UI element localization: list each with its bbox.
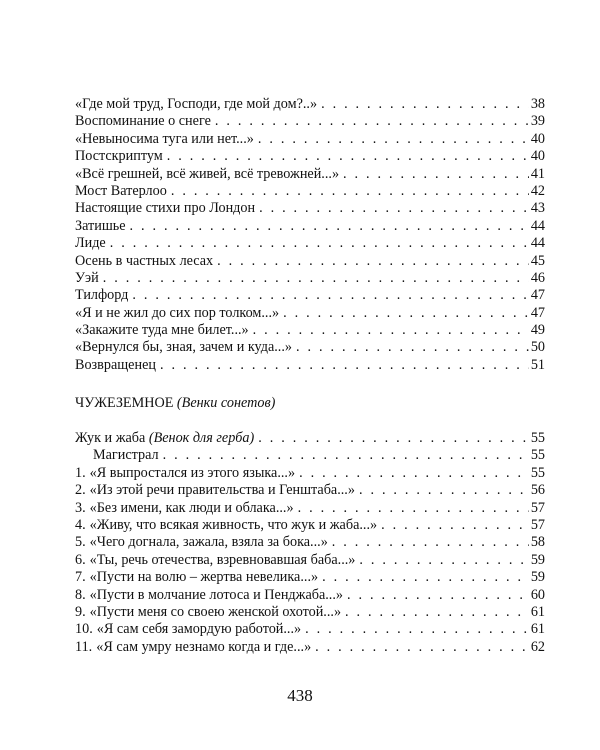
toc-entry-sonnet — [75, 569, 545, 586]
toc-entry — [75, 131, 545, 148]
dot-leader — [258, 131, 529, 148]
toc-entry — [75, 287, 545, 304]
dot-leader — [343, 166, 529, 183]
dot-leader — [298, 500, 529, 517]
toc-entry-title: «Я сам умру незнамо когда и где...» — [96, 638, 312, 655]
toc-entry-magistral — [75, 447, 545, 464]
toc-entry — [75, 339, 545, 356]
toc-entry-page: 51 — [530, 356, 545, 373]
toc-entry-title: «Я выпростался из этого языка...» — [89, 464, 296, 481]
toc-entry-sonnet — [75, 500, 545, 517]
toc-entry-title: «Пусти в молчание лотоса и Пенджаба...» — [89, 586, 343, 603]
toc-entry-sonnet — [75, 587, 545, 604]
toc-entry-title: «Я и не жил до сих пор толком...» — [75, 304, 280, 321]
toc-entry-title: «Ты, речь отечества, взревновавшая баба...» — [89, 551, 356, 568]
dot-leader — [160, 357, 529, 374]
toc-entry-page: 62 — [530, 638, 545, 655]
toc-entry — [75, 253, 545, 270]
toc-entry — [75, 305, 545, 322]
section-heading-subtitle: (Венки сонетов) — [176, 395, 276, 411]
toc-entry — [75, 357, 545, 374]
toc-entry-title: «Живу, что всякая живность, что жук и жаба...» — [89, 516, 378, 533]
toc-entry-page: 55 — [530, 430, 545, 446]
toc-entry-page: 56 — [530, 482, 545, 499]
dot-leader — [305, 621, 529, 638]
sonnet-number: 11. — [75, 638, 93, 655]
sonnet-number: 10. — [75, 621, 93, 638]
toc-entry-title: Мост Ватерлоо — [75, 182, 167, 199]
toc-entry-page: 39 — [530, 113, 545, 130]
toc-entry — [75, 148, 545, 165]
dot-leader — [296, 339, 529, 356]
toc-entry-title: «Без имени, как люди и облака...» — [89, 499, 294, 516]
toc-entry-title: «Вернулся бы, зная, зачем и куда...» — [75, 339, 292, 356]
toc-entry-page: 61 — [530, 621, 545, 638]
toc-entry-page: 61 — [530, 603, 545, 620]
sonnet-number: 2. — [75, 482, 86, 499]
toc-entry-sonnet — [75, 621, 545, 638]
dot-leader — [359, 482, 529, 499]
section-heading — [75, 394, 275, 412]
toc-entry-title: «Пусти на волю – жертва невелика...» — [89, 569, 319, 586]
toc-entry-sonnet — [75, 639, 545, 656]
toc-entry-page: 58 — [530, 534, 545, 551]
sonnet-number: 6. — [75, 551, 86, 568]
toc-entry-title: Воспоминание о снеге — [75, 113, 211, 130]
toc-entry-title: Настоящие стихи про Лондон — [75, 200, 256, 217]
toc-block-poems — [75, 96, 545, 374]
toc-entry-sonnet — [75, 604, 545, 621]
toc-entry-title: Магистрал — [93, 447, 159, 464]
dot-leader — [283, 305, 529, 322]
toc-entry-title: Лиде — [75, 235, 106, 252]
toc-entry-title — [75, 430, 254, 447]
toc-entry-page: 49 — [530, 322, 545, 339]
toc-entry-title: «Чего догнала, зажала, взяла за бока...» — [89, 534, 328, 551]
dot-leader — [332, 534, 529, 551]
toc-entry — [75, 218, 545, 235]
cycle-title: Жук и жаба — [75, 430, 146, 446]
dot-leader — [217, 253, 529, 270]
dot-leader — [381, 517, 529, 534]
sonnet-number: 1. — [75, 464, 86, 481]
sonnet-number: 9. — [75, 603, 86, 620]
toc-entry — [75, 113, 545, 130]
toc-entry-title: Возвращенец — [75, 356, 156, 373]
toc-entry — [75, 96, 545, 113]
toc-entry-sonnet — [75, 517, 545, 534]
toc-entry-page: 47 — [530, 304, 545, 321]
sonnet-number: 4. — [75, 516, 86, 533]
toc-entry-sonnet — [75, 552, 545, 569]
toc-entry-title: Затишье — [75, 217, 126, 234]
sonnet-number: 5. — [75, 534, 86, 551]
toc-entry-sonnet — [75, 482, 545, 499]
dot-leader — [258, 430, 529, 447]
toc-entry — [75, 200, 545, 217]
sonnet-number: 7. — [75, 569, 86, 586]
dot-leader — [171, 183, 529, 200]
dot-leader — [163, 447, 529, 464]
page-number: 438 — [287, 686, 313, 705]
toc-entry-title: «Закажите туда мне билет...» — [75, 322, 249, 339]
dot-leader — [253, 322, 529, 339]
toc-entry-title: «Невыносима туга или нет...» — [75, 130, 254, 147]
toc-entry-page: 40 — [530, 130, 545, 147]
dot-leader — [103, 270, 529, 287]
toc-entry-page: 44 — [530, 217, 545, 234]
toc-entry-page: 55 — [530, 464, 545, 481]
toc-entry-page: 41 — [530, 165, 545, 182]
dot-leader — [110, 235, 529, 252]
dot-leader — [259, 200, 529, 217]
dot-leader — [315, 639, 529, 656]
toc-entry-page: 42 — [530, 182, 545, 199]
toc-entry-page: 40 — [530, 148, 545, 165]
dot-leader — [132, 287, 528, 304]
toc-entry — [75, 270, 545, 287]
toc-entry-page: 47 — [530, 287, 545, 304]
toc-entry-page: 57 — [530, 499, 545, 516]
dot-leader — [215, 113, 529, 130]
toc-entry-title: Уэй — [75, 269, 99, 286]
toc-entry-page: 46 — [530, 269, 545, 286]
toc-entry-cycle — [75, 430, 545, 447]
toc-entry-page: 60 — [530, 586, 545, 603]
toc-entry-title: Осень в частных лесах — [75, 252, 214, 269]
toc-entry — [75, 166, 545, 183]
toc-entry-page: 45 — [530, 252, 545, 269]
sonnet-number: 8. — [75, 586, 86, 603]
dot-leader — [299, 465, 529, 482]
toc-entry-title: «Всё грешней, всё живей, всё тревожней...» — [75, 165, 340, 182]
toc-entry-sonnet — [75, 465, 545, 482]
dot-leader — [345, 604, 529, 621]
toc-entry — [75, 183, 545, 200]
dot-leader — [167, 148, 529, 165]
dot-leader — [130, 218, 529, 235]
toc-entry-title: Постскриптум — [75, 148, 163, 165]
cycle-subtitle: (Венок для герба) — [148, 430, 255, 446]
toc-block-sonnets — [75, 430, 545, 656]
dot-leader — [322, 569, 529, 586]
toc-entry — [75, 322, 545, 339]
toc-entry-page: 38 — [530, 96, 545, 112]
toc-entry-page: 59 — [530, 569, 545, 586]
sonnet-number: 3. — [75, 499, 86, 516]
toc-entry-page: 59 — [530, 551, 545, 568]
toc-entry-page: 57 — [530, 516, 545, 533]
toc-entry — [75, 235, 545, 252]
toc-entry-sonnet — [75, 534, 545, 551]
toc-entry-title: «Я сам себя замордую работой...» — [96, 621, 302, 638]
toc-entry-page: 55 — [530, 447, 545, 464]
toc-entry-title: «Пусти меня со своею женской охотой...» — [89, 603, 342, 620]
toc-entry-page: 50 — [530, 339, 545, 356]
toc-entry-page: 44 — [530, 235, 545, 252]
toc-entry-title: «Из этой речи правительства и Генштаба...» — [89, 482, 355, 499]
toc-entry-title: «Где мой труд, Господи, где мой дом?..» — [75, 96, 318, 112]
toc-entry-title: Тилфорд — [75, 287, 129, 304]
dot-leader — [359, 552, 528, 569]
dot-leader — [347, 587, 529, 604]
section-heading-title: ЧУЖЕЗЕМНОЕ — [75, 395, 174, 411]
toc-entry-page: 43 — [530, 200, 545, 217]
dot-leader — [321, 96, 529, 113]
